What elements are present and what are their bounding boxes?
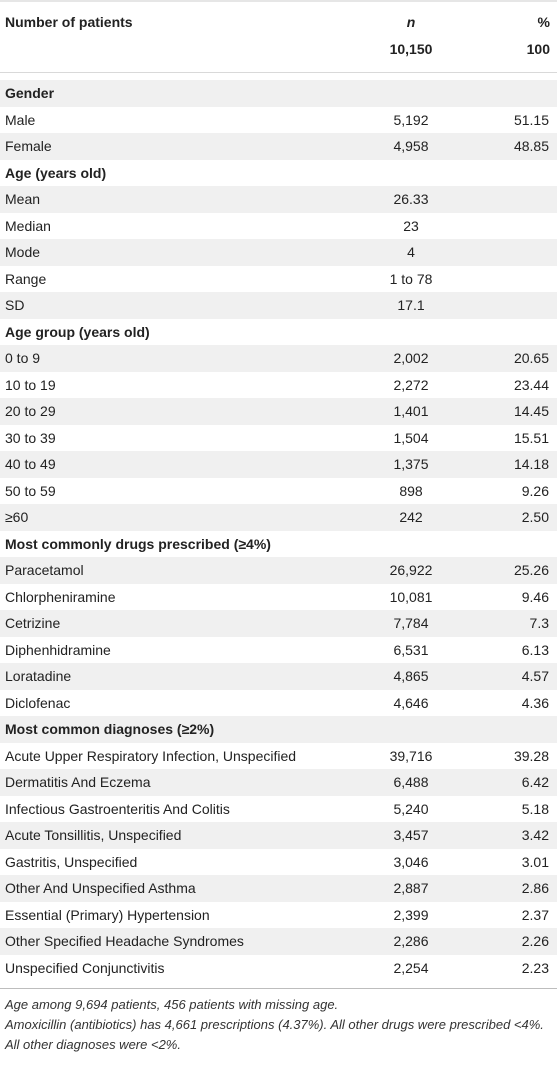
- row-label: Male: [5, 111, 36, 128]
- header-percent: %: [537, 14, 550, 30]
- footnote: Age among 9,694 patients, 456 patients with missing age.: [5, 997, 339, 1012]
- row-n-value: 23: [403, 217, 419, 234]
- row-percent-value: 2.50: [521, 509, 549, 525]
- table-row: [0, 372, 557, 399]
- row-label: 10 to 19: [5, 376, 56, 393]
- table-row: [0, 398, 557, 425]
- row-n-value: 5,192: [393, 111, 429, 128]
- table-row: [0, 875, 557, 902]
- row-label: Acute Tonsillitis, Unspecified: [5, 827, 182, 843]
- row-n-value: 4: [407, 244, 415, 260]
- row-percent-value: 48.85: [513, 138, 549, 154]
- row-n-value: 1,401: [393, 403, 429, 419]
- table-row: [0, 928, 557, 955]
- row-percent-value: 20.65: [513, 350, 549, 366]
- row-n-value: 7,784: [393, 615, 429, 631]
- header-n-total: 10,150: [389, 41, 433, 57]
- row-n-value: 5,240: [393, 800, 429, 817]
- row-label: Range: [5, 270, 47, 287]
- row-n-value: 26,922: [389, 562, 433, 578]
- table-row: [0, 663, 557, 690]
- table-row: [0, 186, 557, 213]
- row-label: SD: [5, 297, 25, 313]
- row-label: Loratadine: [5, 668, 72, 684]
- header-percent-total: 100: [526, 41, 550, 57]
- row-percent-value: 14.45: [513, 403, 549, 419]
- section-label: Most common diagnoses (≥2%): [5, 721, 215, 737]
- section-row: [0, 160, 557, 187]
- row-label: 50 to 59: [5, 482, 56, 499]
- table-row: [0, 902, 557, 929]
- row-percent-value: 3.01: [521, 853, 549, 870]
- row-label: Mode: [5, 244, 41, 260]
- table-body: [0, 80, 557, 981]
- table-row: [0, 690, 557, 717]
- row-percent-value: 51.15: [513, 111, 549, 128]
- section-row: [0, 531, 557, 558]
- row-n-value: 2,254: [393, 959, 429, 976]
- row-label: 40 to 49: [5, 456, 56, 472]
- row-label: Acute Upper Respiratory Infection, Unspecified: [5, 747, 297, 764]
- row-percent-value: 4.36: [521, 694, 549, 711]
- table-row: [0, 239, 557, 266]
- footnote: Amoxicillin (antibiotics) has 4,661 prescriptions (4.37%). All other drugs were prescribed <4%.: [5, 1017, 544, 1032]
- row-percent-value: 39.28: [513, 747, 549, 764]
- table-row: [0, 584, 557, 611]
- row-n-value: 2,286: [393, 933, 429, 949]
- row-label: Unspecified Conjunctivitis: [5, 959, 165, 976]
- row-label: Other Specified Headache Syndromes: [5, 933, 244, 949]
- table-row: [0, 743, 557, 770]
- row-label: Diphenhidramine: [5, 641, 111, 658]
- row-percent-value: 5.18: [521, 800, 549, 817]
- table-row: [0, 610, 557, 637]
- row-label: Dermatitis And Eczema: [5, 774, 151, 790]
- table-row: [0, 849, 557, 876]
- row-label: Diclofenac: [5, 694, 71, 711]
- row-percent-value: 3.42: [521, 827, 549, 843]
- row-percent-value: 2.26: [521, 933, 549, 949]
- row-percent-value: 14.18: [513, 456, 549, 472]
- table-row: [0, 796, 557, 823]
- row-label: 20 to 29: [5, 403, 56, 419]
- row-percent-value: 9.46: [521, 588, 549, 605]
- row-n-value: 4,865: [393, 668, 429, 684]
- row-n-value: 1,375: [393, 456, 429, 472]
- row-n-value: 39,716: [389, 747, 433, 764]
- row-label: Female: [5, 138, 52, 154]
- row-label: Essential (Primary) Hypertension: [5, 906, 210, 923]
- row-label: Other And Unspecified Asthma: [5, 880, 196, 896]
- row-percent-value: 6.13: [521, 641, 549, 658]
- section-row: [0, 716, 557, 743]
- row-percent-value: 2.23: [521, 959, 549, 976]
- row-label: Chlorpheniramine: [5, 588, 116, 605]
- row-n-value: 242: [399, 509, 423, 525]
- section-row: [0, 319, 557, 346]
- section-label: Most commonly drugs prescribed (≥4%): [5, 535, 271, 552]
- table-row: [0, 133, 557, 160]
- table-row: [0, 107, 557, 134]
- section-label: Age group (years old): [5, 323, 150, 340]
- row-n-value: 6,531: [393, 641, 429, 658]
- table-row: [0, 345, 557, 372]
- section-label: Gender: [5, 85, 55, 101]
- row-n-value: 4,646: [393, 694, 429, 711]
- table-row: [0, 955, 557, 982]
- row-n-value: 2,002: [393, 350, 429, 366]
- section-row: [0, 80, 557, 107]
- row-n-value: 898: [399, 482, 423, 499]
- row-n-value: 6,488: [393, 774, 429, 790]
- row-label: Median: [5, 217, 51, 234]
- row-label: Paracetamol: [5, 562, 84, 578]
- row-percent-value: 9.26: [521, 482, 549, 499]
- row-n-value: 17.1: [397, 297, 425, 313]
- row-percent-value: 23.44: [513, 376, 549, 393]
- row-label: Infectious Gastroenteritis And Colitis: [5, 800, 230, 817]
- table-row: [0, 504, 557, 531]
- table-footnotes: [0, 988, 557, 1055]
- row-n-value: 3,457: [393, 827, 429, 843]
- row-n-value: 3,046: [393, 853, 429, 870]
- row-percent-value: 2.86: [521, 880, 549, 896]
- section-label: Age (years old): [5, 164, 107, 181]
- row-n-value: 26.33: [393, 191, 429, 207]
- header-n: n: [406, 14, 416, 30]
- table-row: [0, 213, 557, 240]
- row-label: Cetrizine: [5, 615, 61, 631]
- table-row: [0, 451, 557, 478]
- row-percent-value: 6.42: [521, 774, 549, 790]
- row-n-value: 10,081: [389, 588, 433, 605]
- table-header: [0, 2, 557, 73]
- row-n-value: 2,272: [393, 376, 429, 393]
- table-row: [0, 822, 557, 849]
- row-label: ≥60: [5, 509, 29, 525]
- row-label: 0 to 9: [5, 350, 41, 366]
- row-n-value: 2,399: [393, 906, 429, 923]
- row-n-value: 1 to 78: [389, 270, 433, 287]
- table-row: [0, 637, 557, 664]
- row-percent-value: 2.37: [521, 906, 549, 923]
- row-label: 30 to 39: [5, 429, 56, 446]
- footnote: All other diagnoses were <2%.: [5, 1037, 181, 1052]
- row-n-value: 4,958: [393, 138, 429, 154]
- row-percent-value: 7.3: [529, 615, 549, 631]
- table-row: [0, 425, 557, 452]
- row-percent-value: 15.51: [513, 429, 549, 446]
- table-row: [0, 557, 557, 584]
- table-row: [0, 769, 557, 796]
- row-label: Gastritis, Unspecified: [5, 853, 138, 870]
- row-n-value: 2,887: [393, 880, 429, 896]
- row-n-value: 1,504: [393, 429, 429, 446]
- header-label: Number of patients: [5, 14, 133, 30]
- table-row: [0, 266, 557, 293]
- row-percent-value: 4.57: [521, 668, 549, 684]
- table-row: [0, 292, 557, 319]
- table-row: [0, 478, 557, 505]
- row-label: Mean: [5, 191, 41, 207]
- row-percent-value: 25.26: [513, 562, 549, 578]
